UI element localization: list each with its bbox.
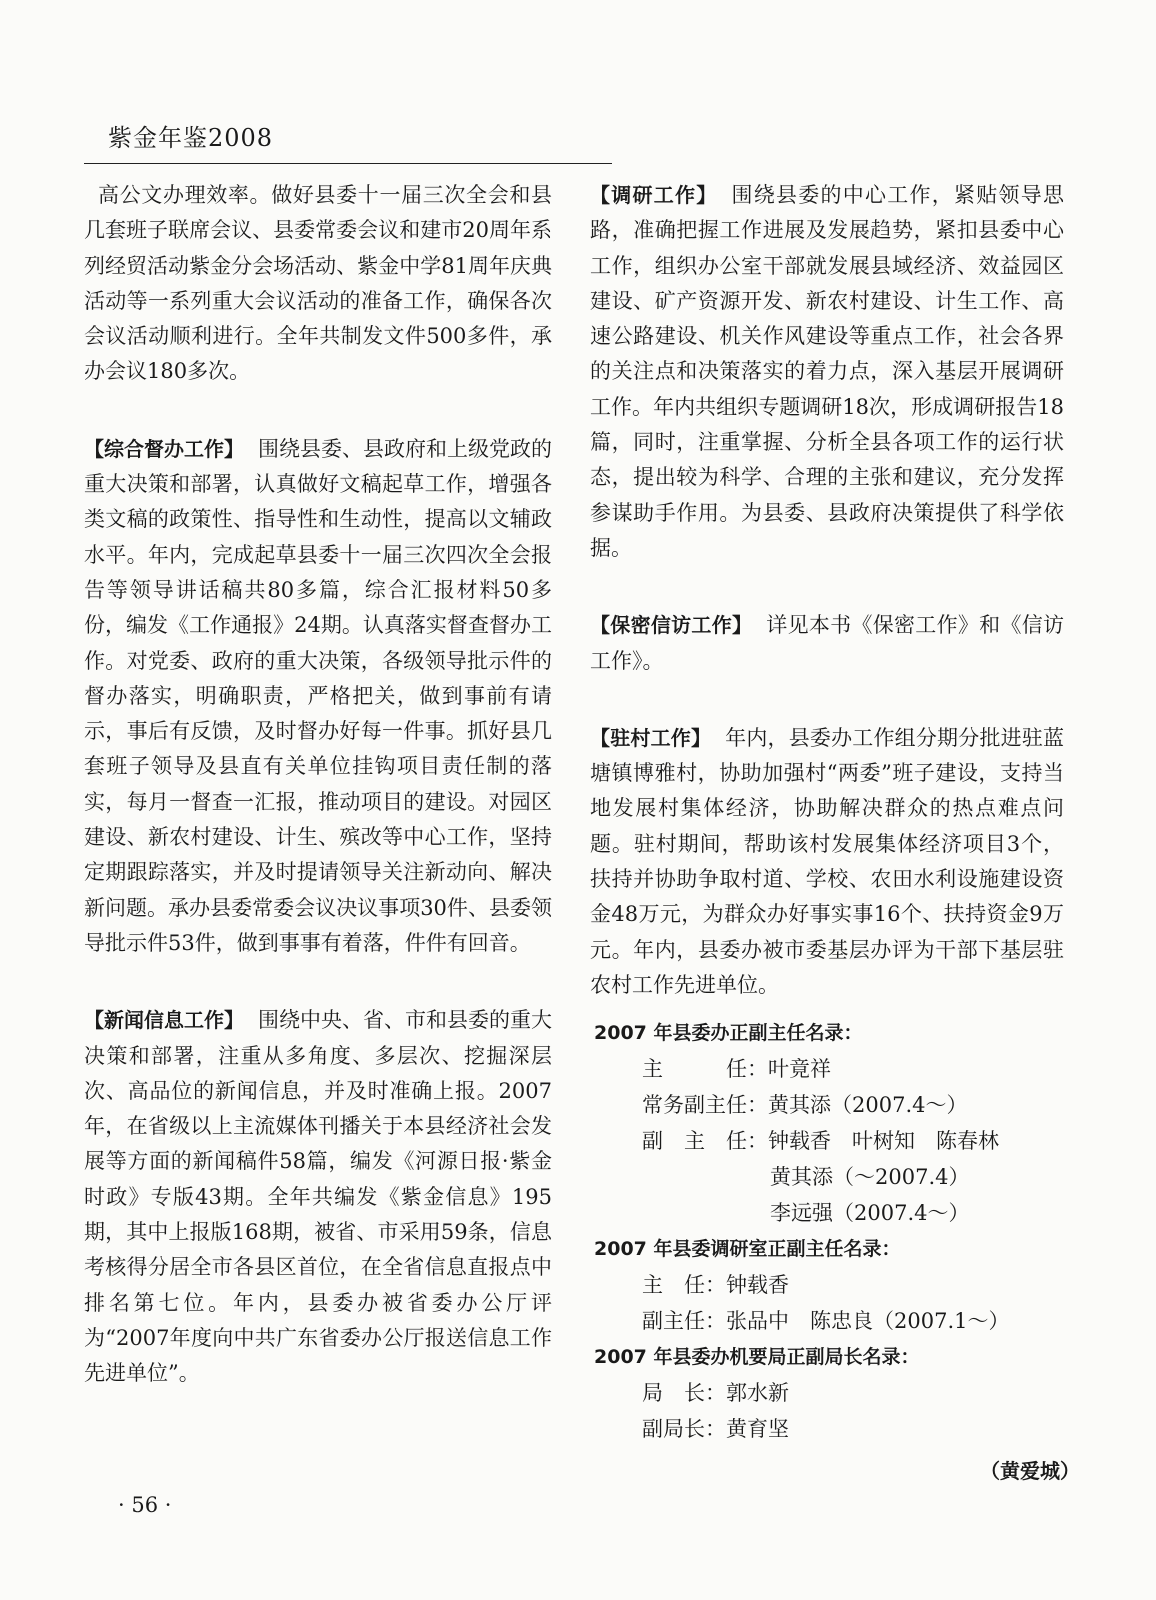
paragraph xyxy=(84,1003,552,1391)
roster-row: 副局长：黄育坚 xyxy=(642,1417,789,1442)
running-header: 紫金年鉴2008 xyxy=(108,124,274,152)
paragraph xyxy=(590,178,1064,566)
roster-title: 2007 年县委办机要局正副局长名录： xyxy=(594,1346,920,1369)
paragraph-text: 年内，县委办工作组分期分批进驻蓝塘镇博雅村，协助加强村“两委”班子建设，支持当地发展村集体经济，协助解决群众的热点难点问题。驻村期间，帮助该村发展集体经济项目3个，扶持并协助争取村道、学校、农田水利设施建设资金48万元，为群众办好事实事16个、扶持资金9万元。年内，县委办被市委基层办评为干部下基层驻农村工作先进单位。 xyxy=(590,725,1065,997)
paragraph xyxy=(590,721,1064,1003)
section-tag: 【综合督办工作】 xyxy=(84,436,244,461)
roster-row: 李远强（2007.4～） xyxy=(770,1201,970,1226)
paragraph xyxy=(84,178,552,390)
roster-row: 黄其添（～2007.4） xyxy=(770,1165,970,1190)
section-tag: 【驻村工作】 xyxy=(590,725,712,750)
roster-list xyxy=(590,1015,1064,1447)
section-tag: 【保密信访工作】 xyxy=(590,613,753,638)
roster-title: 2007 年县委办正副主任名录： xyxy=(594,1022,863,1045)
paragraph-text: 围绕县委、县政府和上级党政的重大决策和部署，认真做好文稿起草工作，增强各类文稿的政策性、指导性和生动性，提高以文辅政水平。年内，完成起草县委十一届三次四次全会报告等领导讲话稿共80多篇，综合汇报材料50多份，编发《工作通报》24期。认真落实督查督办工作。对党委、政府的重大决策，各级领导批示件的督办落实，明确职责，严格把关，做到事前有请示，事后有反馈，及时督办好每一件事。抓好县几套班子领导及县直有关单位挂钩项目责任制的落实，每月一督查一汇报，推动项目的建设。对园区建设、新农村建设、计生、殡改等中心工作，坚持定期跟踪落实，并及时提请领导关注新动向、解决新问题。承办县委常委会议决议事项30件、县委领导批示件53件，做到事事有着落，件件有回音。 xyxy=(84,436,552,955)
paragraph xyxy=(590,608,1064,679)
section-tag: 【新闻信息工作】 xyxy=(84,1008,244,1033)
section-tag: 【调研工作】 xyxy=(590,183,718,207)
paragraph-text: 高公文办理效率。做好县委十一届三次全会和县几套班子联席会议、县委常委会议和建市20周年系列经贸活动紫金分会场活动、紫金中学81周年庆典活动等一系列重大会议活动的准备工作，确保各次会议活动顺利进行。全年共制发文件500多件，承办会议180多次。 xyxy=(84,183,552,384)
roster-row: 副主任：张品中 陈忠良（2007.1～） xyxy=(642,1309,1010,1334)
roster-row: 常务副主任：黄其添（2007.4～） xyxy=(642,1093,968,1118)
roster-row: 局 长：郭水新 xyxy=(642,1381,789,1406)
roster-row: 主 任：钟载香 xyxy=(642,1273,789,1298)
left-column xyxy=(84,178,552,1434)
paragraph-text: 详见本书《保密工作》和《信访工作》。 xyxy=(590,613,1065,673)
paragraph xyxy=(84,432,552,961)
page-number: · 56 · xyxy=(118,1493,172,1517)
roster-row: 主 任：叶竟祥 xyxy=(642,1057,831,1082)
author-signature: （黄爱城） xyxy=(980,1459,1080,1483)
right-column xyxy=(590,178,1064,1447)
paragraph-text: 围绕中央、省、市和县委的重大决策和部署，注重从多角度、多层次、挖掘深层次、高品位的新闻信息，并及时准确上报。2007年，在省级以上主流媒体刊播关于本县经济社会发展等方面的新闻稿件58篇，编发《河源日报·紫金时政》专版43期。全年共编发《紫金信息》195期，其中上报版168期，被省、市采用59条，信息考核得分居全市各县区首位，在全省信息直报点中排名第七位。年内，县委办被省委办公厅评为“2007年度向中共广东省委办公厅报送信息工作先进单位”。 xyxy=(84,1008,552,1386)
header-rule xyxy=(84,163,612,164)
roster-row: 副 主 任：钟载香 叶树知 陈春林 xyxy=(642,1129,999,1154)
paragraph-text: 围绕县委的中心工作，紧贴领导思路，准确把握工作进展及发展趋势，紧扣县委中心工作，组织办公室干部就发展县域经济、效益园区建设、矿产资源开发、新农村建设、计生工作、高速公路建设、机关作风建设等重点工作，社会各界的关注点和决策落实的着力点，深入基层开展调研工作。年内共组织专题调研18次，形成调研报告18篇，同时，注重掌握、分析全县各项工作的运行状态，提出较为科学、合理的主张和建议，充分发挥参谋助手作用。为县委、县政府决策提供了科学依据。 xyxy=(590,183,1064,560)
roster-title: 2007 年县委调研室正副主任名录： xyxy=(594,1238,901,1261)
